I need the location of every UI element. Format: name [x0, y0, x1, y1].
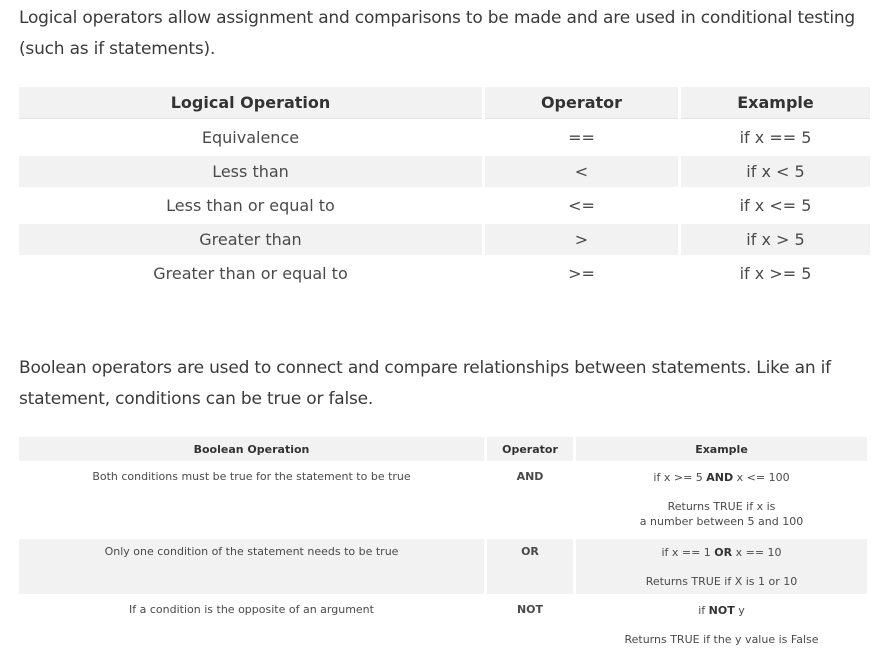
logical-intro-text: Logical operators allow assignment and comparisons to be made and are used in conditional testing (such as if statements). [19, 8, 856, 59]
table-row [19, 190, 870, 221]
operation-cell: Less than [19, 156, 482, 187]
table-row [19, 224, 870, 255]
header-operator: Operator [487, 437, 573, 461]
example-keyword: NOT [708, 604, 735, 617]
example-result: a number between 5 and 100 [639, 515, 804, 528]
example-post: y [734, 604, 745, 617]
example-cell: if x > 5 [681, 224, 870, 255]
operator-cell: > [485, 224, 678, 255]
example-result: Returns TRUE if X is 1 or 10 [645, 575, 798, 588]
header-boolean-operation: Boolean Operation [19, 437, 484, 461]
boolean-operators-table [16, 434, 870, 661]
operator-cell: AND [516, 470, 544, 483]
operator-cell: >= [568, 264, 595, 283]
header-example: Example [576, 437, 867, 461]
example-cell [576, 464, 867, 536]
example-cell [576, 539, 867, 594]
header-logical-operation: Logical Operation [19, 87, 482, 119]
example-cell: if x <= 5 [739, 196, 812, 215]
operation-cell: If a condition is the opposite of an argument [129, 603, 374, 616]
logical-operators-table [16, 84, 873, 292]
boolean-intro-text: Boolean operators are used to connect and compare relationships between statements. Like an if statement, conditions can be true or false. [19, 358, 831, 409]
operator-cell: == [568, 128, 595, 147]
example-pre: if [698, 604, 709, 617]
example-result: Returns TRUE if x is [667, 500, 776, 513]
example-cell [576, 597, 867, 658]
example-cell: if x == 5 [739, 128, 812, 147]
table-row [19, 122, 870, 153]
table-row [19, 597, 867, 658]
example-keyword: OR [714, 546, 733, 559]
operation-cell: Greater than or equal to [153, 264, 348, 283]
header-example: Example [681, 87, 870, 119]
operation-cell: Less than or equal to [166, 196, 335, 215]
example-expression [576, 603, 867, 618]
example-expression [576, 545, 867, 560]
example-cell: if x >= 5 [739, 264, 812, 283]
operator-cell: NOT [516, 603, 544, 616]
operation-cell: Both conditions must be true for the statement to be true [92, 470, 411, 483]
operator-cell: OR [487, 539, 573, 594]
table-header-row [19, 437, 867, 461]
table-row [19, 539, 867, 594]
operation-cell: Greater than [19, 224, 482, 255]
table-row [19, 156, 870, 187]
example-post: x <= 100 [733, 471, 790, 484]
operator-cell: < [485, 156, 678, 187]
table-row [19, 258, 870, 289]
table-header-row [19, 87, 870, 119]
operation-cell: Only one condition of the statement needs to be true [19, 539, 484, 594]
operator-cell: <= [568, 196, 595, 215]
header-operator: Operator [485, 87, 678, 119]
example-keyword: AND [706, 471, 734, 484]
example-pre: if x == 1 [661, 546, 715, 559]
example-pre: if x >= 5 [653, 471, 707, 484]
operation-cell: Equivalence [201, 128, 300, 147]
example-expression [576, 470, 867, 485]
example-result: Returns TRUE if the y value is False [624, 633, 819, 646]
example-post: x == 10 [732, 546, 782, 559]
example-cell: if x < 5 [681, 156, 870, 187]
table-row [19, 464, 867, 536]
